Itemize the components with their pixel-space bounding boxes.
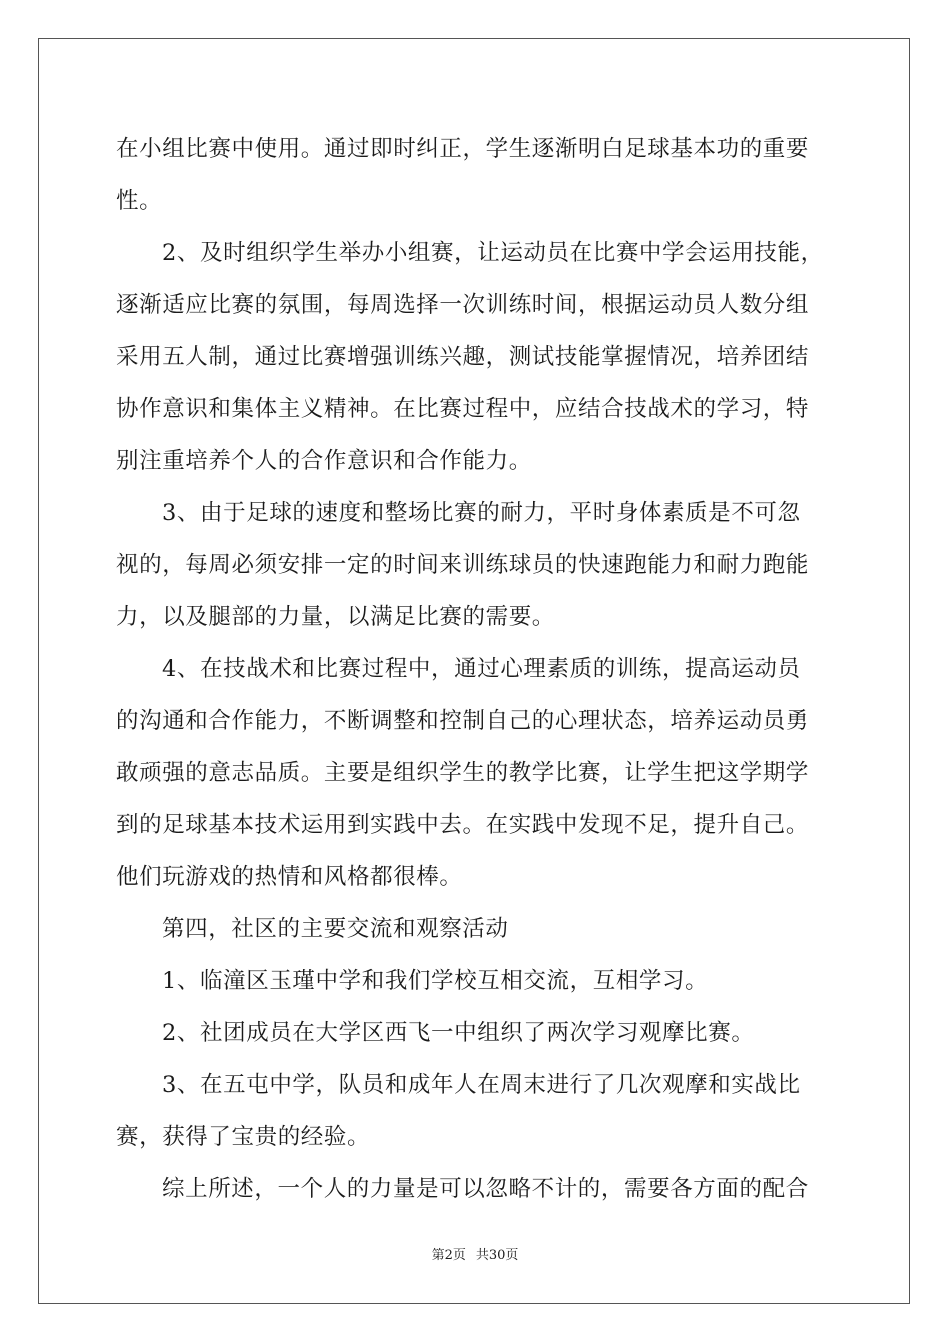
body-line: 性。 — [116, 188, 163, 214]
page-total: 共30页 — [475, 1248, 519, 1263]
body-line: 敢顽强的意志品质。主要是组织学生的教学比赛，让学生把这学期学 — [116, 760, 810, 786]
body-line: 在小组比赛中使用。通过即时纠正，学生逐渐明白足球基本功的重要 — [116, 136, 810, 162]
paragraph-line: 2、及时组织学生举办小组赛，让运动员在比赛中学会运用技能， — [162, 240, 824, 266]
body-line: 到的足球基本技术运用到实践中去。在实践中发现不足，提升自己。 — [116, 812, 810, 838]
body-line: 的沟通和合作能力，不断调整和控制自己的心理状态，培养运动员勇 — [116, 708, 810, 734]
body-line: 别注重培养个人的合作意识和合作能力。 — [116, 448, 532, 474]
section-heading: 第四，社区的主要交流和观察活动 — [162, 916, 509, 942]
body-line: 逐渐适应比赛的氛围，每周选择一次训练时间，根据运动员人数分组 — [116, 292, 810, 318]
body-line: 他们玩游戏的热情和风格都很棒。 — [116, 864, 463, 890]
paragraph-line: 1、临潼区玉瑾中学和我们学校互相交流，互相学习。 — [162, 968, 709, 994]
body-line: 赛，获得了宝贵的经验。 — [116, 1124, 371, 1150]
page-number: 第2页 — [431, 1248, 466, 1263]
body-line: 视的，每周必须安排一定的时间来训练球员的快速跑能力和耐力跑能 — [116, 552, 810, 578]
body-line: 采用五人制，通过比赛增强训练兴趣，测试技能掌握情况，培养团结 — [116, 344, 810, 370]
body-line: 力，以及腿部的力量，以满足比赛的需要。 — [116, 604, 555, 630]
paragraph-line: 4、在技战术和比赛过程中，通过心理素质的训练，提高运动员 — [162, 656, 801, 682]
paragraph-line: 2、社团成员在大学区西飞一中组织了两次学习观摩比赛。 — [162, 1020, 755, 1046]
page-footer — [0, 1247, 950, 1265]
paragraph-line: 3、在五屯中学，队员和成年人在周末进行了几次观摩和实战比 — [162, 1072, 801, 1098]
paragraph-line: 3、由于足球的速度和整场比赛的耐力，平时身体素质是不可忽 — [162, 500, 801, 526]
paragraph-line: 综上所述，一个人的力量是可以忽略不计的，需要各方面的配合 — [162, 1176, 809, 1202]
body-line: 协作意识和集体主义精神。在比赛过程中，应结合技战术的学习，特 — [116, 396, 810, 422]
